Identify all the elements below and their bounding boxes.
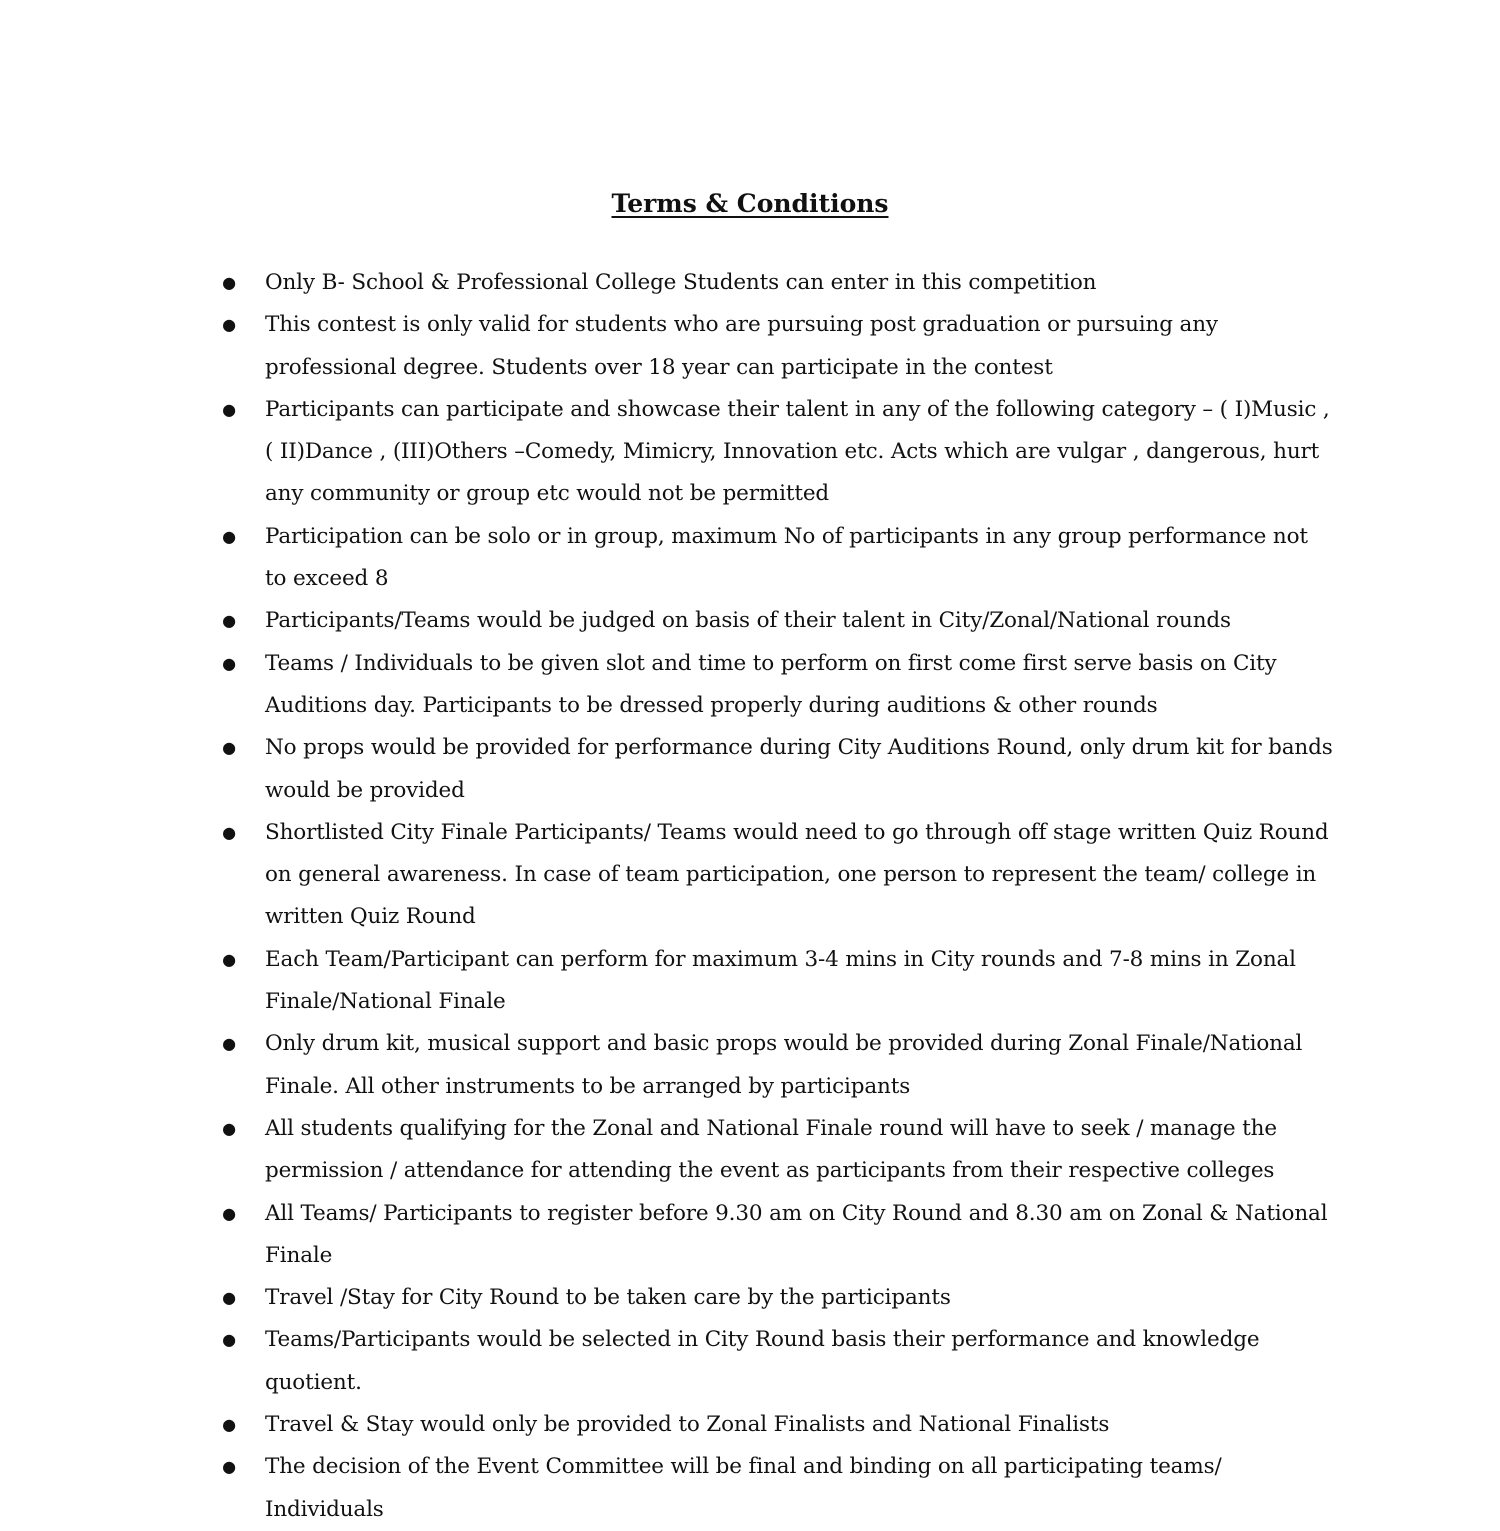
term-item: [222, 1404, 1335, 1446]
term-text: All students qualifying for the Zonal and National Finale round will have to seek / manage the permission / attendance for attending the event as participants from their respective colleges: [265, 1115, 1277, 1184]
term-item: [222, 1446, 1335, 1531]
term-text: Travel & Stay would only be provided to Zonal Finalists and National Finalists: [265, 1412, 1110, 1438]
term-text: Participants/Teams would be judged on basis of their talent in City/Zonal/National rounds: [265, 608, 1231, 634]
term-item: [222, 516, 1335, 601]
bullet-icon: ●: [222, 315, 236, 335]
bullet-icon: ●: [222, 653, 236, 673]
term-item: [222, 812, 1335, 939]
term-item: [222, 1108, 1335, 1193]
terms-list: [222, 262, 1335, 1531]
bullet-icon: ●: [222, 822, 236, 842]
term-item: [222, 600, 1335, 642]
bullet-icon: ●: [222, 1288, 236, 1308]
term-text: All Teams/ Participants to register before 9.30 am on City Round and 8.30 am on Zonal & National Finale: [265, 1200, 1328, 1268]
term-item: [222, 1277, 1335, 1319]
term-item: [222, 304, 1335, 389]
bullet-icon: ●: [222, 273, 236, 292]
bullet-icon: ●: [222, 399, 236, 419]
term-text: Only B- School & Professional College Students can enter in this competition: [265, 270, 1097, 295]
term-text: Participants can participate and showcase their talent in any of the following category – ( I)Music ,( II)Dance , (III)Others –Comedy, Mimicry, Innovation etc. Acts which are vulgar , dangerous, hurt any community or group etc would not be permitted: [265, 396, 1330, 507]
term-text: The decision of the Event Committee will be final and binding on all participating teams/ Individuals: [265, 1454, 1222, 1522]
bullet-icon: ●: [222, 1415, 236, 1435]
bullet-icon: ●: [222, 526, 236, 546]
term-text: Only drum kit, musical support and basic props would be provided during Zonal Finale/National Finale. All other instruments to be arranged by participants: [265, 1031, 1303, 1099]
term-item: [222, 1319, 1335, 1404]
bullet-icon: ●: [222, 1330, 236, 1350]
term-text: Teams/Participants would be selected in City Round basis their performance and knowledge quotient.: [265, 1327, 1260, 1395]
term-text: Shortlisted City Finale Participants/ Teams would need to go through off stage written Quiz Round on general awareness. In case of team participation, one person to represent the team/ college in written Quiz Round: [265, 819, 1329, 930]
page-title: Terms & Conditions: [611, 189, 889, 218]
term-item: [222, 727, 1335, 812]
term-item: [222, 939, 1335, 1024]
term-text: This contest is only valid for students who are pursuing post graduation or pursuing any professional degree. Students over 18 year can participate in the contest: [265, 312, 1218, 380]
bullet-icon: ●: [222, 1457, 236, 1477]
term-text: No props would be provided for performance during City Auditions Round, only drum kit for bands would be provided: [265, 735, 1333, 803]
bullet-icon: ●: [222, 1034, 236, 1054]
bullet-icon: ●: [222, 1203, 236, 1223]
term-item: [222, 1023, 1335, 1108]
bullet-icon: ●: [222, 611, 236, 631]
bullet-icon: ●: [222, 949, 236, 969]
term-text: Travel /Stay for City Round to be taken care by the participants: [265, 1285, 951, 1311]
term-item: [222, 389, 1335, 516]
term-item: [222, 643, 1335, 728]
term-text: Teams / Individuals to be given slot and time to perform on first come first serve basis on City Auditions day. Participants to be dressed properly during auditions & other rounds: [265, 650, 1277, 718]
bullet-icon: ●: [222, 1118, 236, 1138]
bullet-icon: ●: [222, 738, 236, 758]
term-text: Participation can be solo or in group, maximum No of participants in any group performance not to exceed 8: [265, 523, 1308, 592]
term-text: Each Team/Participant can perform for maximum 3-4 mins in City rounds and 7-8 mins in Zonal Finale/National Finale: [265, 946, 1296, 1015]
term-item: [222, 262, 1335, 304]
term-item: [222, 1193, 1335, 1278]
